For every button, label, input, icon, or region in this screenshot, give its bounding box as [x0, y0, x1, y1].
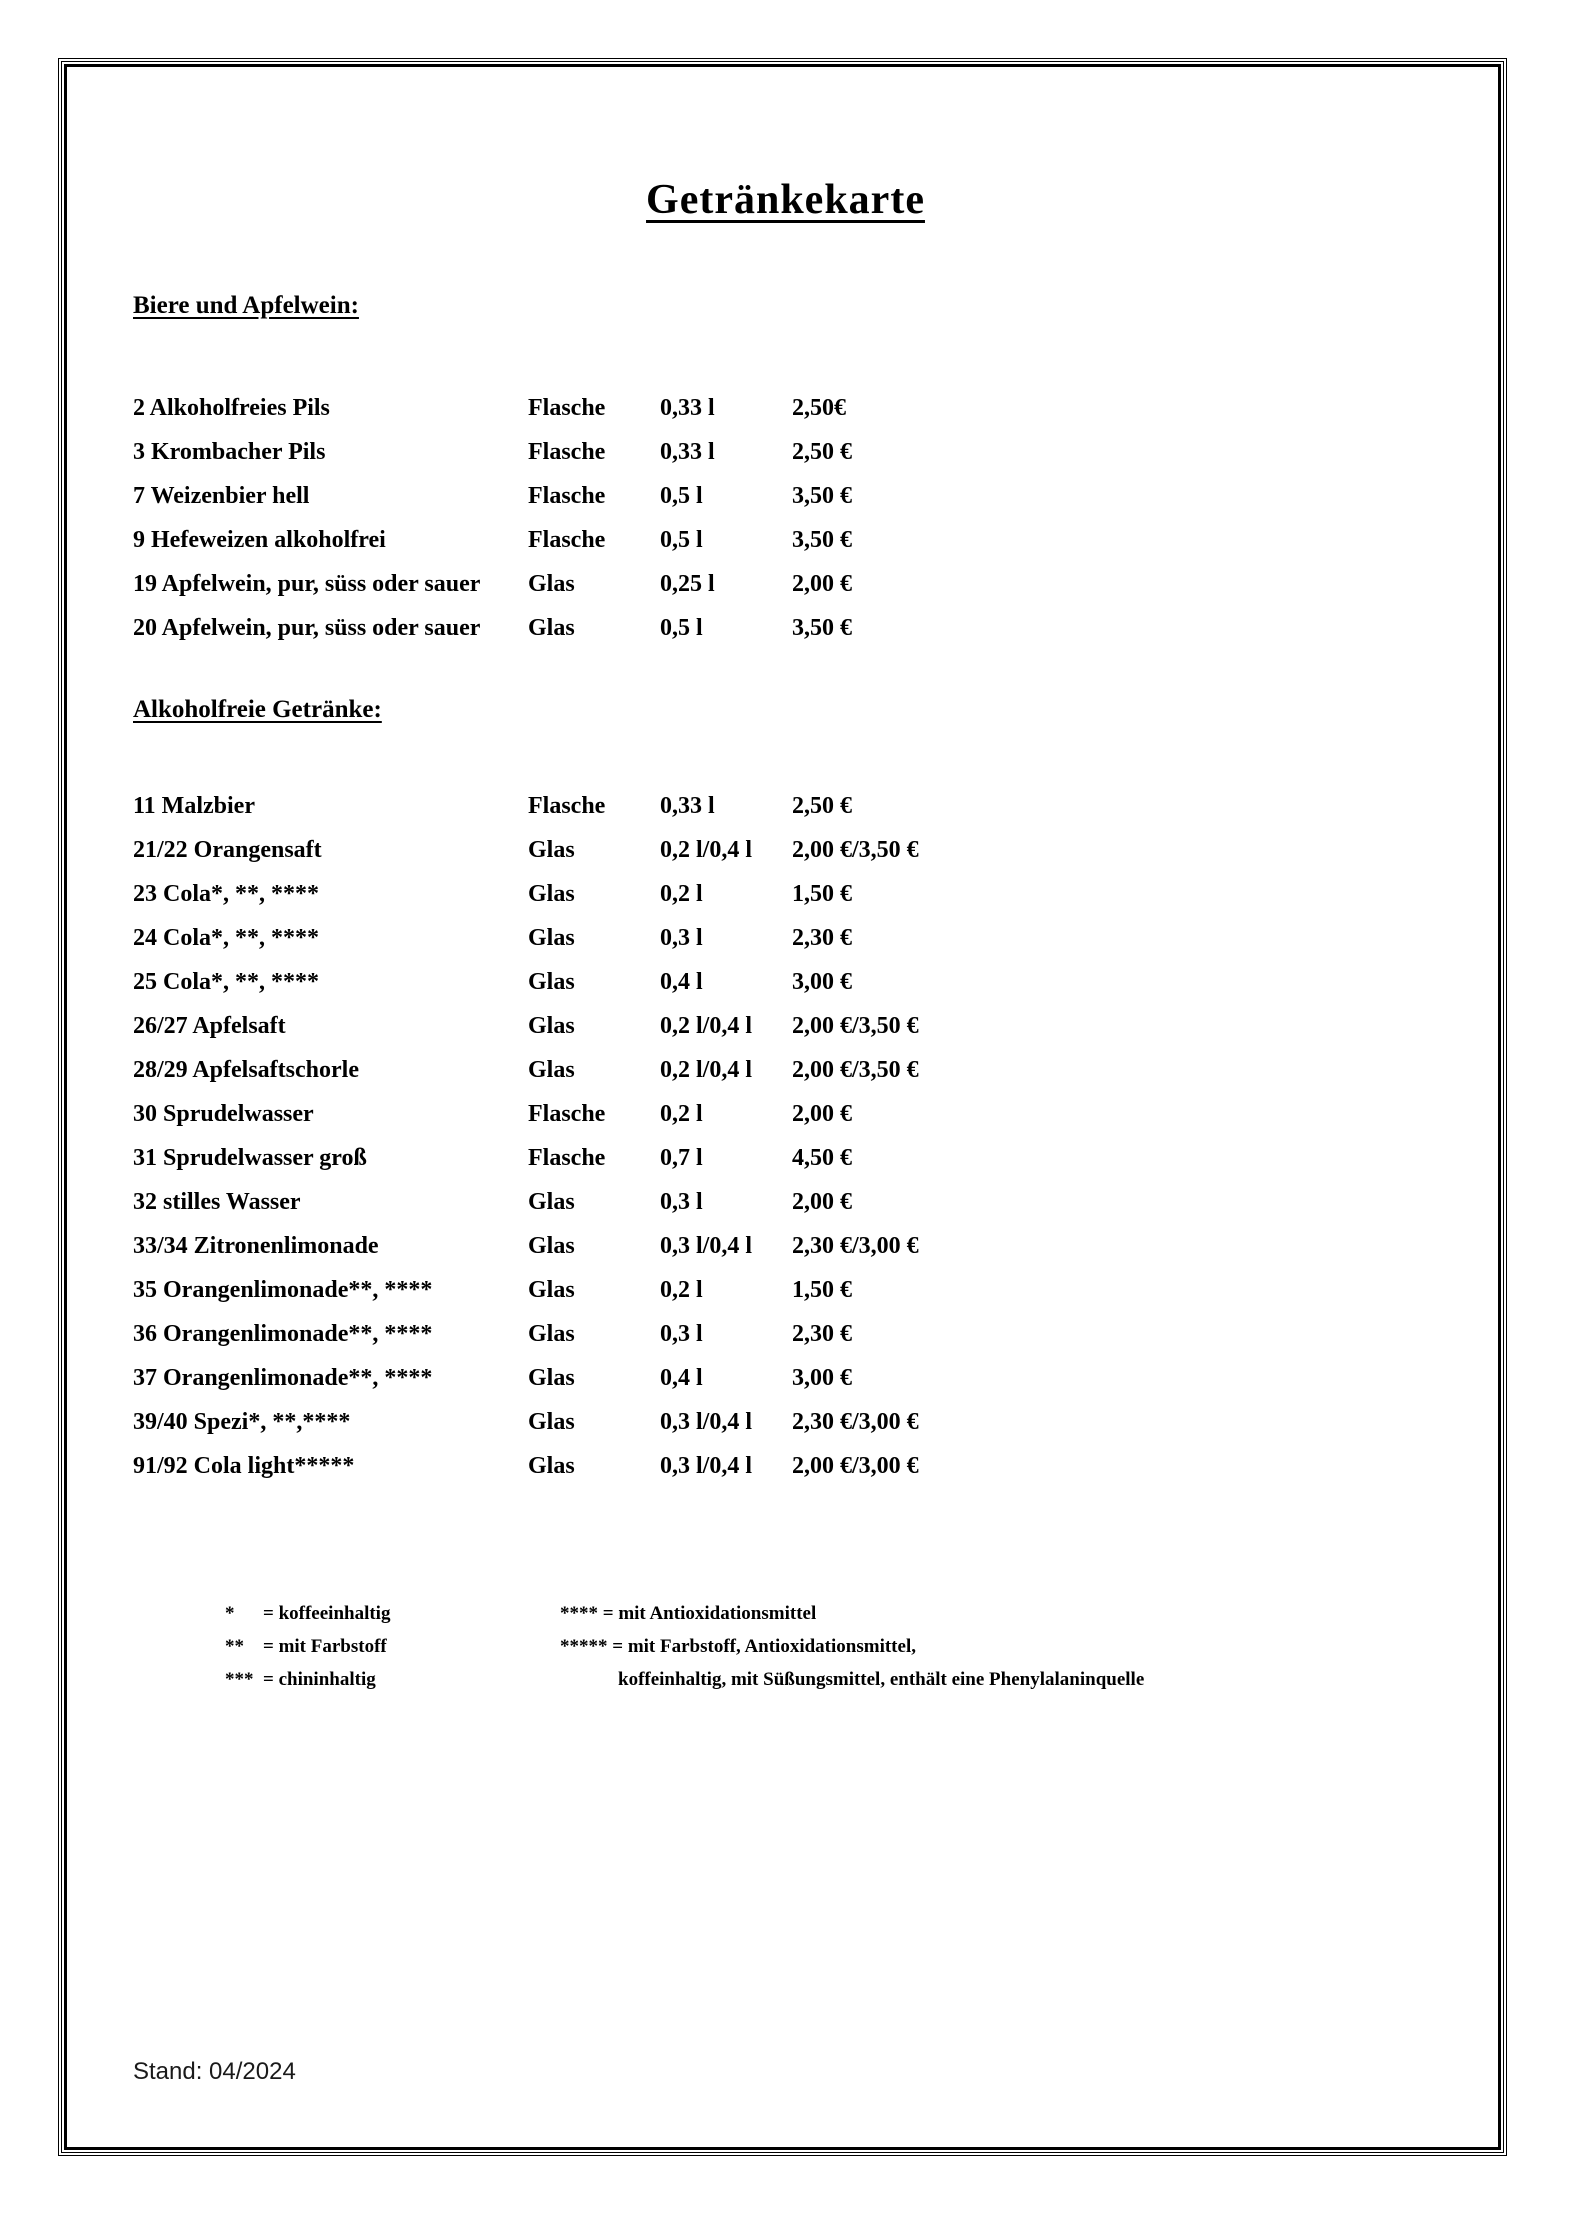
menu-item-volume: 0,4 l: [660, 968, 703, 995]
menu-item-price: 2,00 €/3,00 €: [792, 1452, 919, 1479]
menu-item-volume: 0,2 l/0,4 l: [660, 1012, 753, 1039]
menu-item-serving: Glas: [528, 1408, 575, 1435]
section-heading-softdrinks: Alkoholfreie Getränke:: [133, 696, 382, 723]
menu-item-volume: 0,2 l: [660, 1100, 703, 1127]
menu-item-serving: Glas: [528, 1232, 575, 1259]
menu-item-price: 1,50 €: [792, 1276, 852, 1303]
page-title: Getränkekarte: [646, 177, 925, 223]
footnote-line: [225, 1597, 560, 1630]
menu-item-serving: Flasche: [528, 482, 606, 509]
menu-item-name: 2 Alkoholfreies Pils: [133, 394, 330, 421]
footnote-text: = koffeeinhaltig: [263, 1602, 391, 1624]
menu-item-serving: Glas: [528, 836, 575, 863]
menu-item-volume: 0,33 l: [660, 792, 715, 819]
menu-item-volume: 0,33 l: [660, 394, 715, 421]
menu-item-name: 20 Apfelwein, pur, süss oder sauer: [133, 614, 481, 641]
menu-item-name: 21/22 Orangensaft: [133, 836, 322, 863]
menu-item-name: 19 Apfelwein, pur, süss oder sauer: [133, 570, 481, 597]
menu-item-price: 2,00 €/3,50 €: [792, 1012, 919, 1039]
menu-item-row: [133, 1268, 1501, 1312]
footnote-line: [560, 1663, 1501, 1696]
menu-item-volume: 0,5 l: [660, 482, 703, 509]
footnote-text: = mit Farbstoff: [263, 1635, 387, 1657]
menu-item-serving: Flasche: [528, 394, 606, 421]
menu-item-name: 31 Sprudelwasser groß: [133, 1144, 367, 1171]
menu-item-name: 7 Weizenbier hell: [133, 482, 310, 509]
menu-item-row: [133, 430, 1501, 474]
menu-item-name: 36 Orangenlimonade**, ****: [133, 1320, 433, 1347]
menu-item-volume: 0,3 l: [660, 1188, 703, 1215]
menu-item-row: [133, 562, 1501, 606]
menu-item-serving: Glas: [528, 1320, 575, 1347]
menu-item-name: 37 Orangenlimonade**, ****: [133, 1364, 433, 1391]
menu-item-name: 39/40 Spezi*, **,****: [133, 1408, 351, 1435]
menu-item-row: [133, 1048, 1501, 1092]
menu-item-price: 4,50 €: [792, 1144, 852, 1171]
menu-item-serving: Glas: [528, 614, 575, 641]
menu-item-volume: 0,4 l: [660, 1364, 703, 1391]
footnote-text: = chininhaltig: [263, 1668, 376, 1690]
menu-item-volume: 0,3 l: [660, 924, 703, 951]
menu-rows-beers: [133, 386, 1501, 650]
section-heading-beers: Biere und Apfelwein:: [133, 292, 359, 319]
menu-item-name: 32 stilles Wasser: [133, 1188, 301, 1215]
menu-item-price: 2,50 €: [792, 792, 852, 819]
menu-item-row: [133, 828, 1501, 872]
menu-item-serving: Flasche: [528, 526, 606, 553]
menu-item-volume: 0,2 l: [660, 880, 703, 907]
menu-item-row: [133, 1092, 1501, 1136]
footnote-symbol: *: [225, 1602, 235, 1624]
menu-item-name: 9 Hefeweizen alkoholfrei: [133, 526, 386, 553]
menu-item-price: 2,00 €: [792, 1100, 852, 1127]
menu-item-row: [133, 960, 1501, 1004]
menu-item-row: [133, 1356, 1501, 1400]
menu-item-price: 3,50 €: [792, 526, 852, 553]
menu-item-row: [133, 1136, 1501, 1180]
menu-item-price: 2,30 €/3,00 €: [792, 1408, 919, 1435]
menu-item-name: 35 Orangenlimonade**, ****: [133, 1276, 433, 1303]
footnote-text: ***** = mit Farbstoff, Antioxidationsmittel,: [560, 1635, 916, 1657]
revision-date: Stand: 04/2024: [133, 2058, 296, 2085]
menu-item-serving: Glas: [528, 968, 575, 995]
footnote-symbol: ***: [225, 1668, 254, 1690]
footnote-line: [560, 1630, 1501, 1663]
footnote-line: [225, 1663, 560, 1696]
menu-item-price: 1,50 €: [792, 880, 852, 907]
menu-item-row: [133, 386, 1501, 430]
menu-item-price: 2,00 €/3,50 €: [792, 836, 919, 863]
menu-item-row: [133, 872, 1501, 916]
footnote-columns: [225, 1597, 1501, 1696]
menu-item-row: [133, 606, 1501, 650]
menu-item-name: 3 Krombacher Pils: [133, 438, 326, 465]
menu-item-price: 2,50 €: [792, 438, 852, 465]
menu-item-volume: 0,33 l: [660, 438, 715, 465]
menu-item-serving: Flasche: [528, 438, 606, 465]
menu-item-row: [133, 1004, 1501, 1048]
menu-item-volume: 0,2 l/0,4 l: [660, 836, 753, 863]
menu-item-serving: Glas: [528, 1188, 575, 1215]
menu-item-volume: 0,2 l/0,4 l: [660, 1056, 753, 1083]
menu-item-volume: 0,3 l: [660, 1320, 703, 1347]
menu-item-volume: 0,3 l/0,4 l: [660, 1232, 753, 1259]
footnote-text: **** = mit Antioxidationsmittel: [560, 1602, 817, 1624]
menu-rows-softdrinks: [133, 784, 1501, 1488]
menu-item-row: [133, 518, 1501, 562]
menu-item-serving: Flasche: [528, 792, 606, 819]
menu-item-serving: Flasche: [528, 1144, 606, 1171]
menu-item-row: [133, 916, 1501, 960]
menu-item-row: [133, 1400, 1501, 1444]
menu-item-volume: 0,5 l: [660, 614, 703, 641]
menu-item-volume: 0,25 l: [660, 570, 715, 597]
menu-item-name: 24 Cola*, **, ****: [133, 924, 319, 951]
menu-item-price: 3,50 €: [792, 614, 852, 641]
menu-item-price: 2,30 €: [792, 1320, 852, 1347]
menu-item-volume: 0,5 l: [660, 526, 703, 553]
menu-item-serving: Flasche: [528, 1100, 606, 1127]
menu-item-name: 23 Cola*, **, ****: [133, 880, 319, 907]
menu-item-volume: 0,2 l: [660, 1276, 703, 1303]
menu-item-volume: 0,3 l/0,4 l: [660, 1452, 753, 1479]
menu-item-serving: Glas: [528, 1364, 575, 1391]
footnote-symbol: **: [225, 1635, 244, 1657]
menu-item-price: 2,30 €: [792, 924, 852, 951]
menu-item-price: 3,50 €: [792, 482, 852, 509]
menu-item-volume: 0,7 l: [660, 1144, 703, 1171]
footnote-line: [560, 1597, 1501, 1630]
menu-item-serving: Glas: [528, 1452, 575, 1479]
menu-item-row: [133, 1224, 1501, 1268]
menu-item-serving: Glas: [528, 1056, 575, 1083]
menu-item-name: 91/92 Cola light*****: [133, 1452, 355, 1479]
menu-item-row: [133, 784, 1501, 828]
footnote-line: [225, 1630, 560, 1663]
menu-item-price: 2,00 €: [792, 1188, 852, 1215]
footnote-text: koffeinhaltig, mit Süßungsmittel, enthält eine Phenylalaninquelle: [618, 1668, 1145, 1690]
menu-item-serving: Glas: [528, 1276, 575, 1303]
footnotes: [225, 1597, 1501, 1696]
menu-item-name: 25 Cola*, **, ****: [133, 968, 319, 995]
menu-item-name: 26/27 Apfelsaft: [133, 1012, 286, 1039]
menu-item-name: 28/29 Apfelsaftschorle: [133, 1056, 359, 1083]
menu-item-volume: 0,3 l/0,4 l: [660, 1408, 753, 1435]
menu-item-price: 3,00 €: [792, 968, 852, 995]
menu-item-price: 2,00 €: [792, 570, 852, 597]
menu-item-serving: Glas: [528, 880, 575, 907]
menu-item-name: 11 Malzbier: [133, 792, 255, 819]
menu-item-row: [133, 1180, 1501, 1224]
menu-item-row: [133, 474, 1501, 518]
footnote-column-right: [560, 1597, 1501, 1696]
menu-item-price: 2,00 €/3,50 €: [792, 1056, 919, 1083]
menu-item-name: 33/34 Zitronenlimonade: [133, 1232, 379, 1259]
menu-item-row: [133, 1312, 1501, 1356]
menu-item-serving: Glas: [528, 1012, 575, 1039]
menu-item-price: 3,00 €: [792, 1364, 852, 1391]
footnote-column-left: [225, 1597, 560, 1696]
menu-item-serving: Glas: [528, 924, 575, 951]
menu-item-price: 2,50€: [792, 394, 846, 421]
menu-item-serving: Glas: [528, 570, 575, 597]
menu-item-name: 30 Sprudelwasser: [133, 1100, 314, 1127]
menu-item-row: [133, 1444, 1501, 1488]
menu-item-price: 2,30 €/3,00 €: [792, 1232, 919, 1259]
